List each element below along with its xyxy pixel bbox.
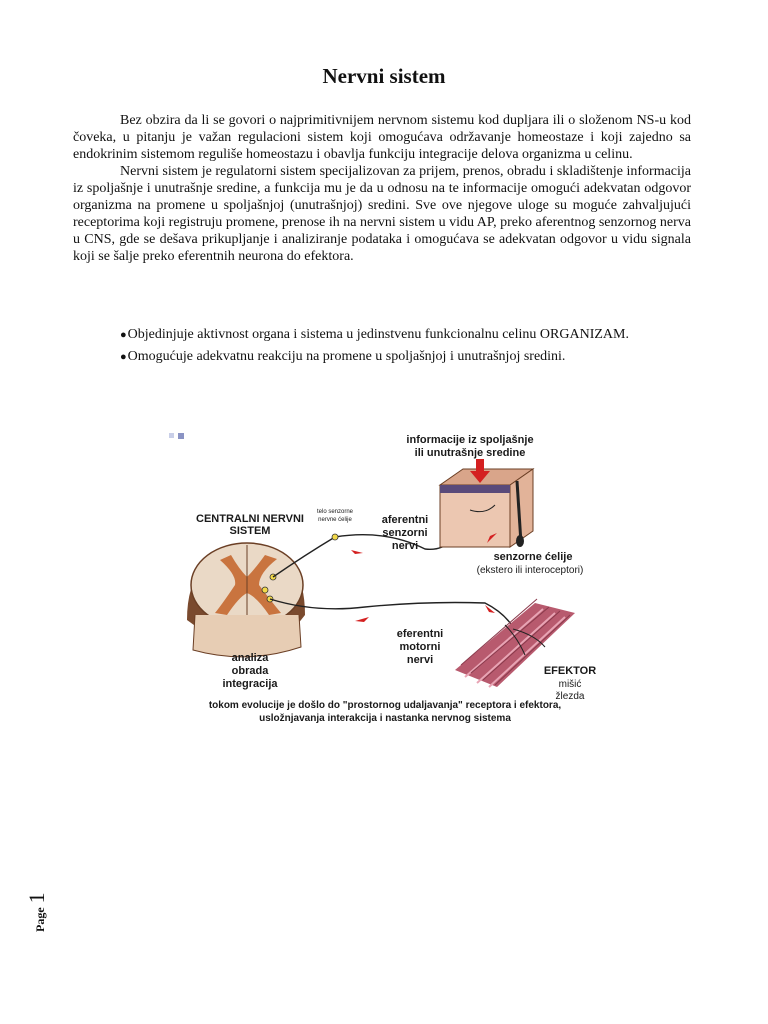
spinal-cord-icon [187, 543, 305, 657]
red-arrow-icon [355, 617, 369, 622]
sensory-cell-body-icon [332, 534, 338, 540]
label-info-line2: ili unutrašnje sredine [414, 447, 526, 459]
paragraph-1: Bez obzira da li se govori o najprimitivnijem nervnom sistemu kod dupljara ili o složenom NS-u kod čoveka, u pitanju je važan regulacioni sistem koji omogućava održavanje homeostaze i koji zajedno sa endokrinim sistemom reguliše homeostazu i obavlja funkciju integracije delova organizma u celinu. [73, 113, 691, 162]
label-effector-sub2: žlezda [555, 691, 585, 702]
document-title: Nervni sistem [322, 64, 446, 88]
decor-square-icon [178, 433, 184, 439]
decor-square-icon [169, 433, 174, 438]
label-cell-body-line1: telo senzorne [316, 509, 354, 515]
body-text [73, 112, 691, 265]
label-analysis-line2: obrada [231, 665, 269, 677]
label-afferent-line3: nervi [391, 540, 419, 552]
label-efferent-line1: eferentni [396, 628, 444, 640]
bullet-item-2 [120, 346, 720, 368]
label-info-line1: informacije iz spoljašnje [406, 434, 534, 446]
bullet-dot-icon: ● [120, 329, 127, 341]
label-efferent-line3: nervi [406, 654, 434, 666]
label-effector: EFEKTOR [543, 665, 597, 677]
bullet-list [120, 324, 720, 368]
label-cns-line1: CENTRALNI NERVNI [196, 513, 304, 525]
label-efferent-line2: motorni [399, 641, 441, 653]
bullet-text-1: Objedinjuje aktivnost organa i sistema u jedinstvenu funkcionalnu celinu ORGANIZAM. [127, 327, 629, 342]
page-word: Page [33, 907, 47, 932]
bullet-text-2: Omogućuje adekvatnu reakciju na promene u spoljašnjoj i unutrašnjoj sredini. [127, 349, 566, 364]
page-number [24, 880, 64, 940]
nervous-system-diagram [165, 425, 605, 735]
efferent-nerve-line [270, 599, 515, 630]
label-sensory-cells-sub: (ekstero ili interoceptori) [476, 565, 584, 576]
figure-caption-line1: tokom evolucije je došlo do "prostornog udaljavanja" receptora i efektora, [208, 700, 562, 711]
figure-caption-line2: usložnjavanja interakcija i nastanka nervnog sistema [259, 713, 511, 724]
label-afferent-line1: aferentni [381, 514, 429, 526]
label-sensory-cells: senzorne ćelije [493, 551, 573, 563]
label-effector-sub1: mišić [558, 679, 582, 690]
label-cns-line2: SISTEM [229, 525, 271, 537]
bullet-item-1 [120, 324, 720, 346]
label-afferent-line2: senzorni [382, 527, 428, 539]
skin-block-icon [440, 469, 533, 547]
red-arrow-icon [351, 550, 363, 554]
input-arrow-icon [476, 459, 484, 473]
bullet-dot-icon: ● [120, 351, 127, 363]
label-analysis-line1: analiza [231, 652, 269, 664]
label-analysis-line3: integracija [222, 678, 278, 690]
label-cell-body-line2: nervne ćelije [318, 517, 352, 523]
paragraph-2: Nervni sistem je regulatorni sistem specijalizovan za prijem, prenos, obradu i skladištenje informacija iz spoljašnje i unutrašnje sredine, a funkcija mu je da u odnosu na te informacije omogući adekvatan odgovor organizma na promene u spoljašnjoj (unutrašnjoj) sredini. Sve ove njegove uloge su moguće zahvaljujući receptorima koji registruju promene, prenose ih na nervni sistem u vidu AP, preko aferentnog senzornog nerva u CNS, gde se dešava prikupljanje i analiziranje podataka i omogućava se adekvatan odgovor u vidu signala koji se šalje preko eferentnih neurona do efektora. [73, 164, 691, 264]
page-number-value: 1 [24, 892, 49, 904]
